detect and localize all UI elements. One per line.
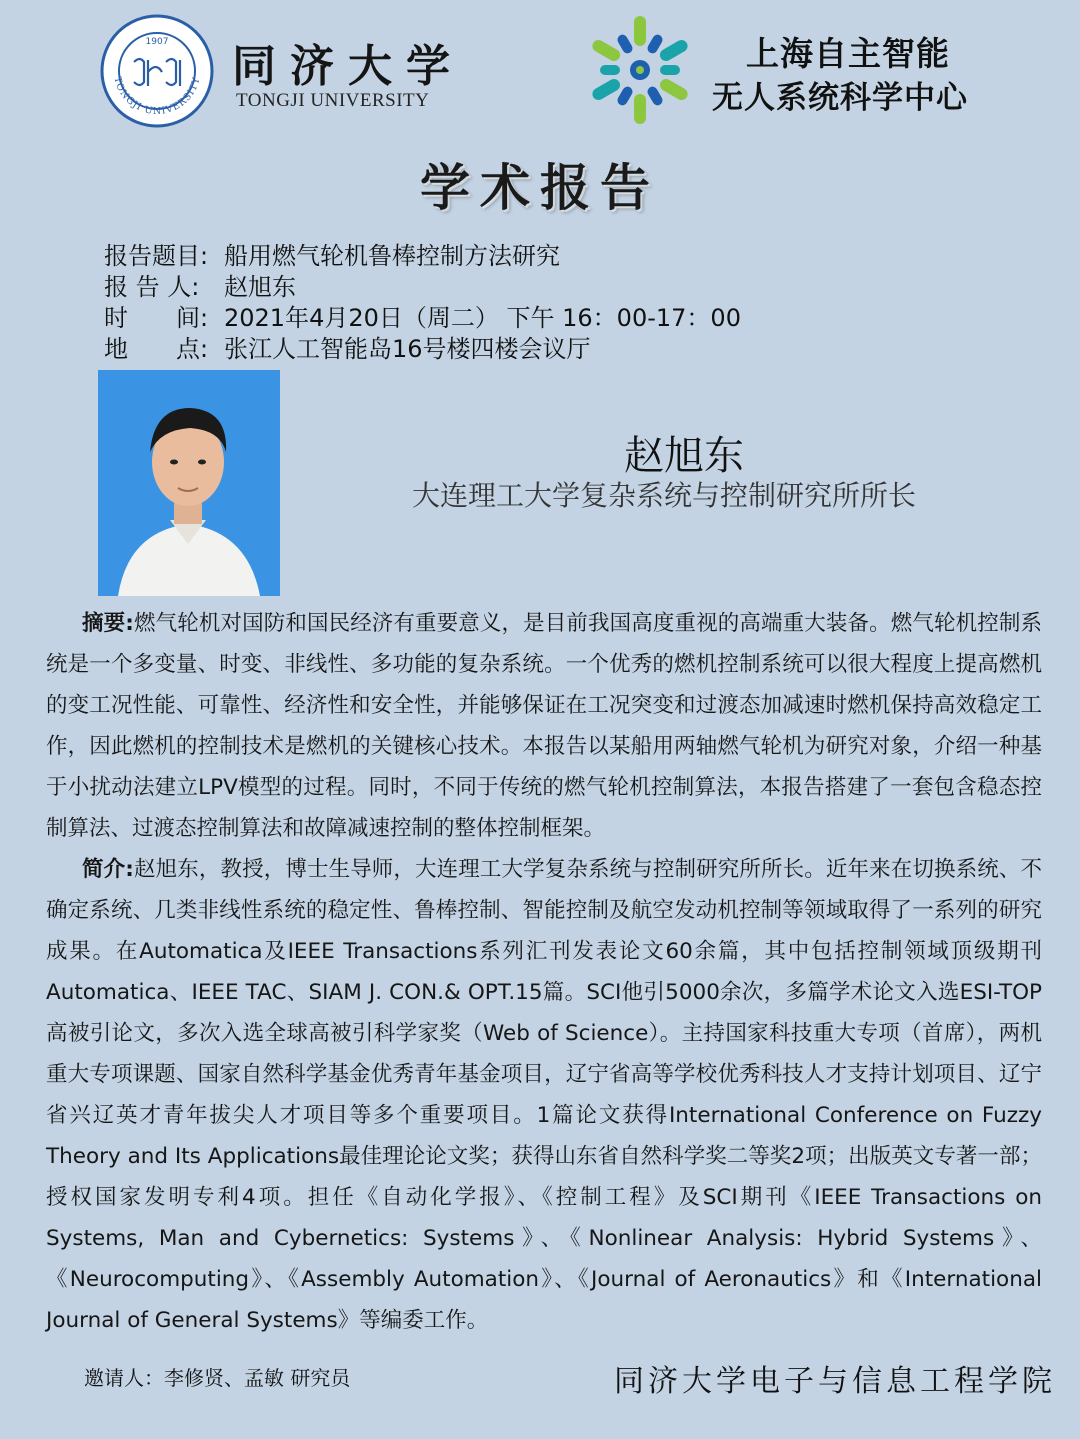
shanghai-center-logo (584, 14, 696, 126)
tongji-university-name-en: TONGJI UNIVERSITY (236, 90, 430, 111)
tongji-university-seal-logo (100, 14, 214, 128)
inviter-text: 邀请人：李修贤、孟敏 研究员 (84, 1366, 351, 1390)
abstract-paragraph (46, 603, 1042, 849)
info-label: 报 告 人: (104, 273, 200, 301)
info-row-topic (104, 236, 560, 271)
info-label: 报告题目: (104, 242, 209, 270)
info-value: 赵旭东 (224, 273, 296, 301)
tongji-university-name-cn: 同济大学 (232, 41, 464, 92)
info-row-time (104, 298, 741, 333)
info-row-speaker (104, 267, 296, 302)
speaker-title: 大连理工大学复杂系统与控制研究所所长 (412, 479, 917, 512)
center-name-line1: 上海自主智能 (746, 34, 950, 73)
bio-text: 赵旭东，教授，博士生导师，大连理工大学复杂系统与控制研究所所长。近年来在切换系统、不确定系统、几类非线性系统的稳定性、鲁棒控制、智能控制及航空发动机控制等领域取得了一系列的研究成果。在Automatica及IEEE Transactions系列汇刊发表论文60余篇，其中包括控制领域顶级期刊Automatica、IEEE TAC、SIAM J. CON.& OPT.15篇。SCI他引5000余次，多篇学术论文入选ESI-TOP高被引论文，多次入选全球高被引科学家奖（Web of Science）。主持国家科技重大专项（首席），两机重大专项课题、国家自然科学基金优秀青年基金项目，辽宁省高等学校优秀科技人才支持计划项目、辽宁省兴辽英才青年拔尖人才项目等多个重要项目。1篇论文获得International Conference on Fuzzy Theory and Its Applications最佳理论论文奖；获得山东省自然科学奖二等奖2项；出版英文专著一部；授权国家发明专利4项。担任《自动化学报》、《控制工程》及SCI期刊《IEEE Transactions on Systems, Man and Cybernetics: Systems》、《Nonlinear Analysis: Hybrid Systems》、《Neurocomputing》、《Assembly Automation》、《Journal of Aeronautics》和《International Journal of General Systems》等编委工作。 (46, 857, 1042, 1333)
center-name-line2: 无人系统科学中心 (712, 80, 968, 116)
seal-arc-text: TONGJI UNIVERSITY (111, 75, 203, 118)
speaker-name: 赵旭东 (624, 433, 744, 479)
speaker-photo (98, 370, 280, 596)
info-label: 时 间: (104, 304, 209, 332)
info-value: 船用燃气轮机鲁棒控制方法研究 (224, 242, 560, 270)
abstract-heading: 摘要: (82, 611, 134, 636)
info-label: 地 点: (104, 335, 209, 363)
abstract-text: 燃气轮机对国防和国民经济有重要意义，是目前我国高度重视的高端重大装备。燃气轮机控制系统是一个多变量、时变、非线性、多功能的复杂系统。一个优秀的燃机控制系统可以很大程度上提高燃机的变工况性能、可靠性、经济性和安全性，并能够保证在工况突变和过渡态加减速时燃机保持高效稳定工作，因此燃机的控制技术是燃机的关键核心技术。本报告以某船用两轴燃气轮机为研究对象，介绍一种基于小扰动法建立LPV模型的过程。同时，不同于传统的燃气轮机控制算法，本报告搭建了一套包含稳态控制算法、过渡态控制算法和故障减速控制的整体控制框架。 (46, 611, 1042, 841)
info-value: 2021年4月20日（周二） 下午 16：00-17：00 (224, 304, 741, 332)
info-value: 张江人工智能岛16号楼四楼会议厅 (224, 335, 591, 363)
school-name: 同济大学电子与信息工程学院 (614, 1364, 1056, 1399)
bio-paragraph (46, 849, 1042, 1341)
bio-heading: 简介: (82, 857, 134, 882)
seal-year: 1907 (145, 37, 169, 47)
info-row-location (104, 329, 591, 364)
poster-title: 学术报告 (420, 159, 660, 217)
